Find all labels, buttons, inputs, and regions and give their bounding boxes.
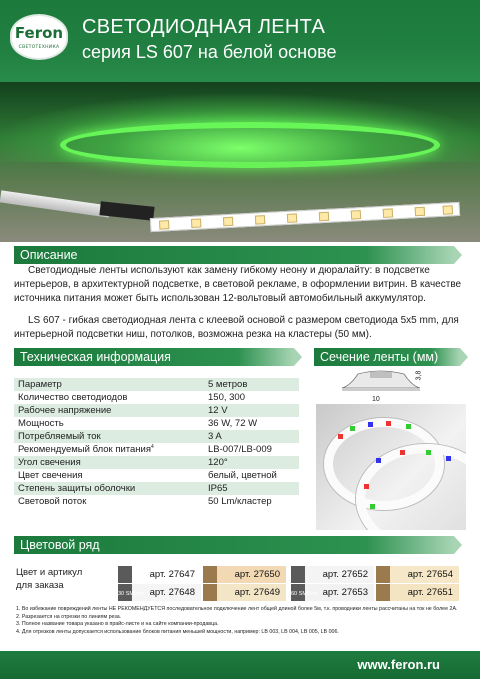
hero-photo [0, 82, 480, 242]
color-label-line-1: Цвет и артикул [16, 567, 83, 578]
spec-param: Мощность [14, 417, 204, 430]
feron-logo [10, 14, 68, 60]
spec-row [14, 430, 299, 443]
description-paragraph-2: LS 607 - гибкая светодиодная лента с клеевой основой с размером светодиода 5х5 mm, для интерьерной подсветки ниш, потолков, возможна резка на кластеры (50 мм). [14, 315, 459, 340]
spec-row [14, 391, 299, 404]
spec-param: Световой поток [14, 495, 204, 508]
spec-row [14, 417, 299, 430]
page-subtitle: серия LS 607 на белой основе [82, 42, 337, 62]
led-strip-reel-photo [316, 404, 466, 530]
footnote-4: 4. Для отрезков ленты допускается использование блоков питания меньшей мощности, например: LB 003, LB 004, LB 005, LB 006. [16, 628, 339, 635]
footnote-3: 3. Полное название товара указано в прайс-листе и на сайте компании-продавца. [16, 621, 219, 627]
color-swatch: арт. 27651 [376, 584, 459, 601]
description-paragraph-1: Светодиодные ленты используют как замену гибкому неону и дюралайту: в подсветке интерьеров, в архитектурной подсветке, в световой рекламе, в оформлении витрин. В качестве источника питания может быть использован 12-вольтовый автомобильный аккумулятор. [14, 265, 462, 304]
color-swatch: арт. 27650 [203, 566, 286, 583]
spec-value: LB-007/LB-009 [204, 443, 299, 456]
spec-row [14, 469, 299, 482]
spec-value: IP65 [204, 482, 299, 495]
strip-cross-section-diagram [340, 366, 422, 392]
footnote-2: 2. Разрезается на отрезки по линиям реза. [16, 613, 122, 620]
color-order-label [16, 566, 82, 592]
smd-60-label: 60 SMD/m [291, 591, 317, 597]
spec-row [14, 495, 299, 508]
color-swatch: арт. 27648 [118, 584, 201, 601]
green-led-glow [60, 122, 440, 168]
spec-value: 120° [204, 456, 299, 469]
spec-row [14, 456, 299, 469]
color-label-line-2: для заказа [16, 580, 64, 591]
spec-value: 36 W, 72 W [204, 417, 299, 430]
footnotes [16, 606, 468, 636]
color-swatch: арт. 27649 [203, 584, 286, 601]
smd-30-label: 30 SMD/m [118, 591, 144, 597]
spec-param: Рекомендуемый блок питания$^4$ [14, 443, 204, 456]
spec-row [14, 378, 299, 391]
spec-param: Угол свечения [14, 456, 204, 469]
website-link[interactable]: www.feron.ru [357, 657, 440, 672]
spec-value: 12 V [204, 404, 299, 417]
spec-param: Рабочее напряжение [14, 404, 204, 417]
color-swatch: арт. 27647 [118, 566, 201, 583]
section-description-heading: Описание [14, 246, 454, 264]
color-swatch: арт. 27652 [291, 566, 374, 583]
spec-value: белый, цветной [204, 469, 299, 482]
specs-table [14, 378, 299, 508]
section-colors-heading: Цветовой ряд [14, 536, 454, 554]
page-title: СВЕТОДИОДНАЯ ЛЕНТА [82, 16, 326, 38]
description-text [14, 264, 466, 350]
section-profile-heading: Сечение ленты (мм) [314, 348, 460, 366]
footer-bar [0, 651, 480, 679]
profile-height-dim: 3,8 [415, 370, 423, 381]
color-swatch: арт. 27653 [291, 584, 374, 601]
header-banner [0, 0, 480, 82]
spec-value: 3 A [204, 430, 299, 443]
spec-param: Потребляемый ток [14, 430, 204, 443]
spec-param: Цвет свечения [14, 469, 204, 482]
spec-param: Параметр [14, 378, 204, 391]
spec-value: 50 Lm/кластер [204, 495, 299, 508]
profile-width-dim: 10 [372, 396, 380, 403]
section-tech-heading: Техническая информация [14, 348, 294, 366]
spec-param: Степень защиты оболочки [14, 482, 204, 495]
spec-value: 5 метров [204, 378, 299, 391]
footnote-mark: 4 [151, 443, 154, 450]
strip-wire [0, 190, 110, 217]
led-strip-image [150, 202, 460, 232]
strip-connector [99, 201, 154, 221]
spec-value: 150, 300 [204, 391, 299, 404]
spec-row [14, 482, 299, 495]
spec-row [14, 404, 299, 417]
spec-row [14, 443, 299, 456]
spec-param: Количество светодиодов [14, 391, 204, 404]
logo-name: Feron [14, 24, 64, 42]
logo-tagline: СВЕТОТЕХНИКА [18, 45, 60, 50]
footnote-1: 1. Во избежание повреждений ленты НЕ РЕКОМЕНДУЕТСЯ последовательное подключение лент общей длиной более 5м, т.к. проводники ленты рассчитаны на ток не более 2А. [16, 606, 458, 612]
color-swatch: арт. 27654 [376, 566, 459, 583]
